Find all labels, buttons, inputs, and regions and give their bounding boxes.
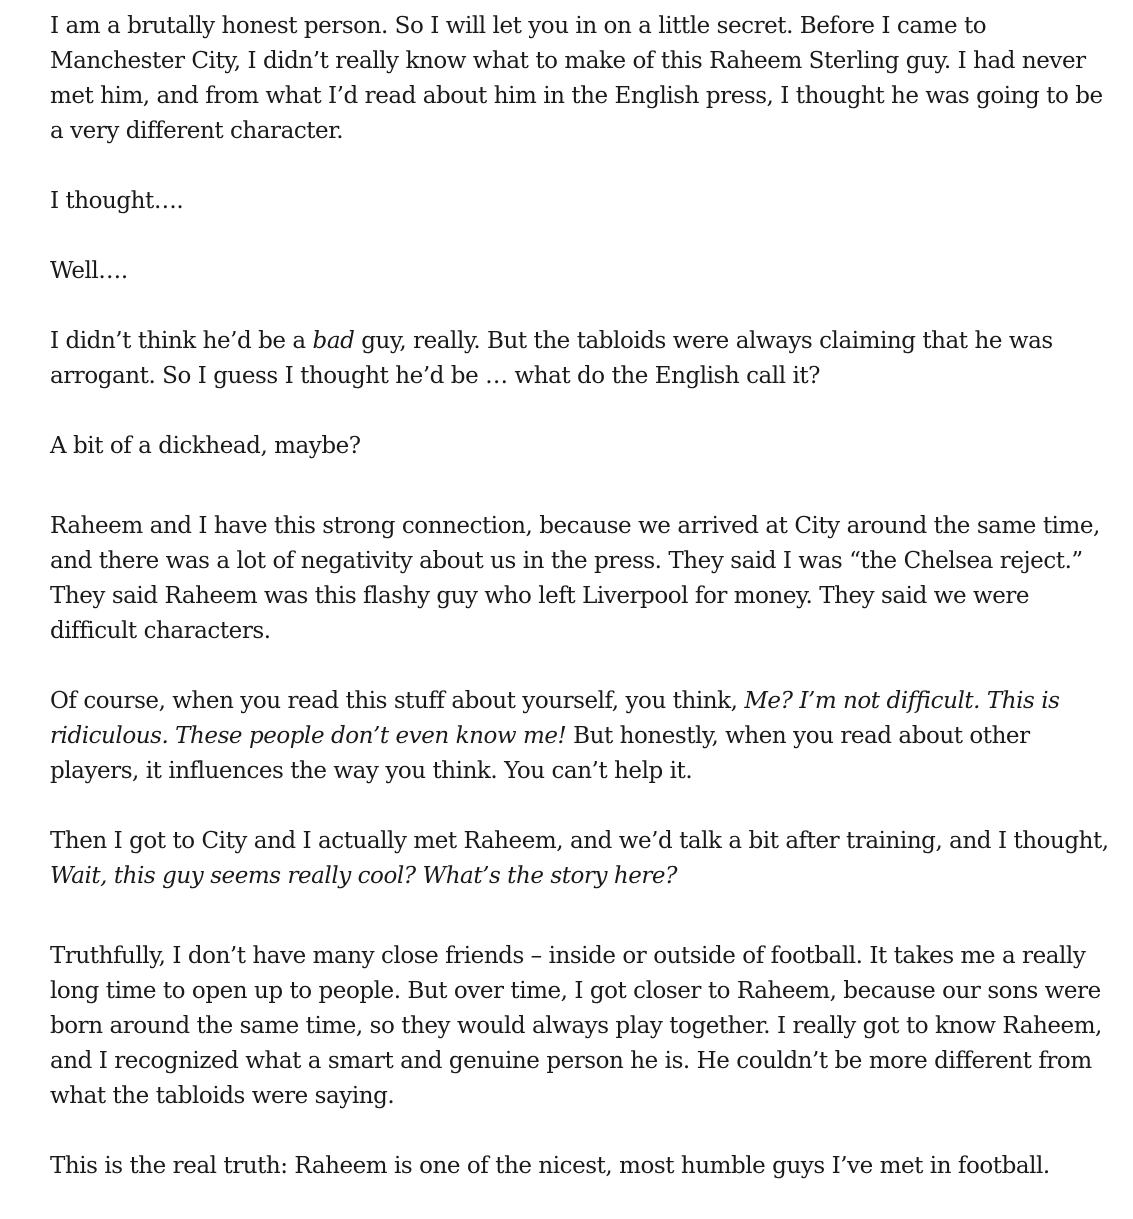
paragraph-i-thought — [50, 184, 1110, 219]
text-segment: I am a brutally honest person. So I will let you in on a little secret. Before I came to Manchester City, I didn’t really know what to make of this Raheem Sterling guy. I had never met him, and from what I’d read about him in the English press, I thought he was going to be a very different character. — [50, 13, 1103, 144]
text-segment: A bit of a dickhead, maybe? — [50, 433, 361, 459]
text-segment: Well…. — [50, 258, 128, 284]
paragraph-dickhead — [50, 429, 1110, 464]
text-segment: I thought…. — [50, 188, 184, 214]
article-body — [50, 9, 1110, 1219]
text-segment: Of course, when you read this stuff about yourself, you think, — [50, 688, 745, 714]
text-segment: But honestly, when you read about other players, it influences the way you think. You can’t help it. — [50, 723, 1030, 784]
paragraph-met-raheem — [50, 824, 1110, 894]
text-segment-italic: bad — [312, 328, 355, 354]
text-segment: Then I got to City and I actually met Raheem, and we’d talk a bit after training, and I thought, — [50, 828, 1109, 854]
paragraph-well — [50, 254, 1110, 289]
text-segment-italic: Wait, this guy seems really cool? What’s the story here? — [50, 863, 677, 889]
paragraph-of-course — [50, 684, 1110, 789]
paragraph-tabloids — [50, 324, 1110, 394]
paragraph-real-truth — [50, 1149, 1110, 1184]
paragraph-connection — [50, 509, 1110, 649]
text-segment: Truthfully, I don’t have many close friends – inside or outside of football. It takes me a really long time to open up to people. But over time, I got closer to Raheem, because our sons were born around the same time, so they would always play together. I really got to know Raheem, and I recognized what a smart and genuine person he is. He couldn’t be more different from what the tabloids were saying. — [50, 943, 1102, 1109]
text-segment: Raheem and I have this strong connection, because we arrived at City around the same time, and there was a lot of negativity about us in the press. They said I was “the Chelsea reject.” They said Raheem was this flashy guy who left Liverpool for money. They said we were difficult characters. — [50, 513, 1100, 644]
text-segment: This is the real truth: Raheem is one of the nicest, most humble guys I’ve met in football. — [50, 1153, 1050, 1179]
paragraph-intro — [50, 9, 1110, 149]
text-segment: I didn’t think he’d be a — [50, 328, 313, 354]
text-segment-italic: Me? I’m not difficult. This is ridiculous. These people don’t even know me! — [50, 688, 1060, 749]
text-segment: guy, really. But the tabloids were always claiming that he was arrogant. So I guess I thought he’d be … what do the English call it? — [50, 328, 1053, 389]
paragraph-truthfully — [50, 939, 1110, 1114]
